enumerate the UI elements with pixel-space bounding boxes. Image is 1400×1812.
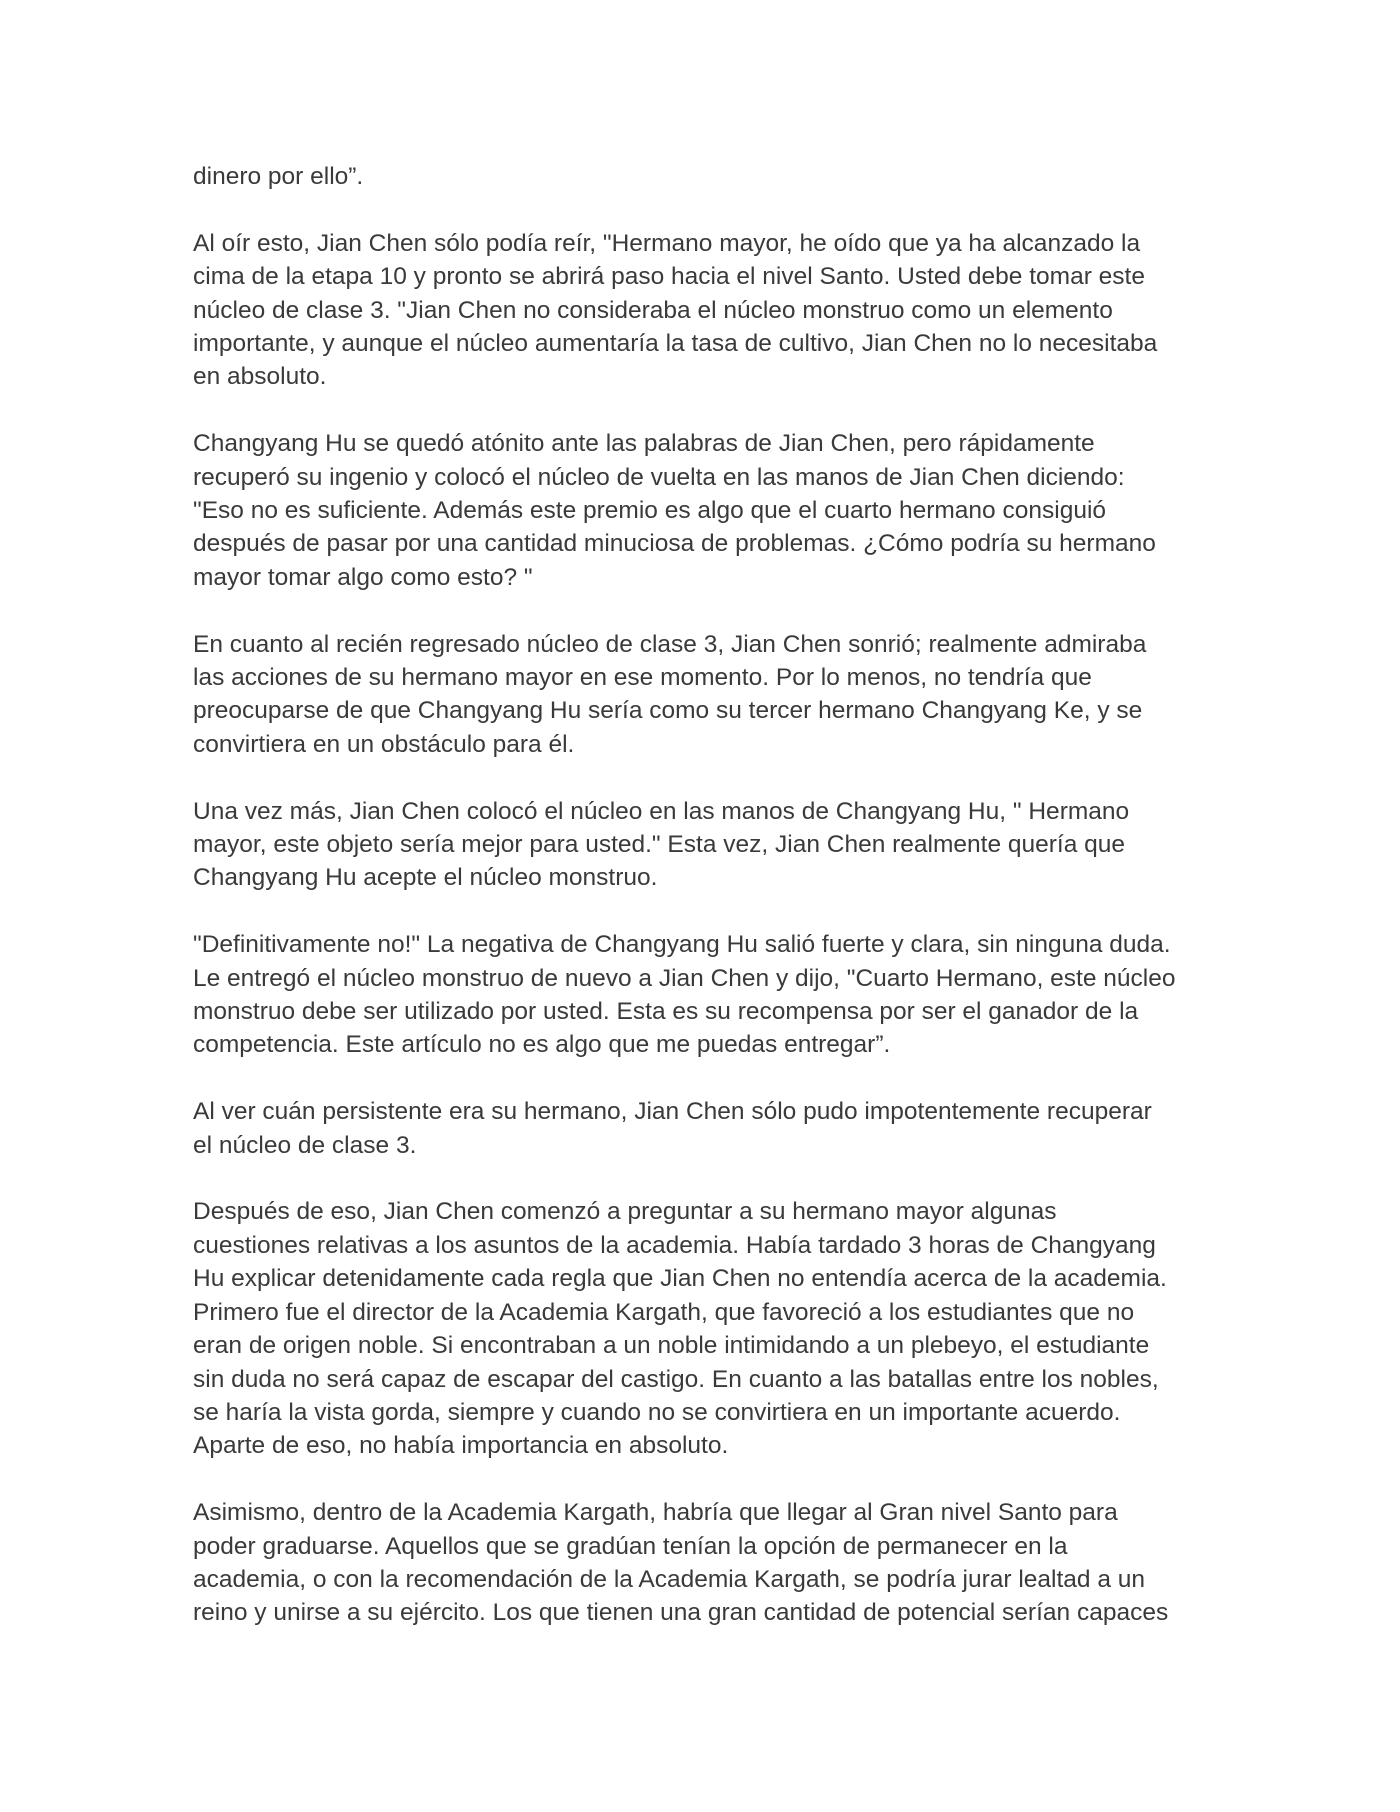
text-line: poder graduarse. Aquellos que se gradúan tenían la opción de permanecer en la [193, 1532, 1068, 1560]
text-line: Después de eso, Jian Chen comenzó a preguntar a su hermano mayor algunas [193, 1198, 1057, 1226]
text-line: Una vez más, Jian Chen colocó el núcleo en las manos de Changyang Hu, " Hermano [193, 797, 1130, 825]
paragraph-6 [193, 928, 1213, 1062]
text-line: competencia. Este artículo no es algo que me puedas entregar”. [193, 1031, 891, 1059]
text-line: Le entregó el núcleo monstruo de nuevo a Jian Chen y dijo, "Cuarto Hermano, este núcleo [193, 964, 1176, 992]
text-line: mayor, este objeto sería mejor para usted." Esta vez, Jian Chen realmente quería que [193, 831, 1126, 859]
text-line: cuestiones relativas a los asuntos de la academia. Había tardado 3 horas de Changyang [193, 1231, 1156, 1259]
paragraph-7 [193, 1095, 1213, 1162]
text-line: "Eso no es suficiente. Además este premio es algo que el cuarto hermano consiguió [193, 497, 1107, 525]
text-line: En cuanto al recién regresado núcleo de clase 3, Jian Chen sonrió; realmente admiraba [193, 630, 1147, 658]
text-line: "Definitivamente no!" La negativa de Changyang Hu salió fuerte y clara, sin ninguna duda. [193, 931, 1171, 959]
text-line: eran de origen noble. Si encontraban a un noble intimidando a un plebeyo, el estudiante [193, 1332, 1150, 1360]
text-line: Aparte de eso, no había importancia en absoluto. [193, 1432, 729, 1460]
text-line: recuperó su ingenio y colocó el núcleo de vuelta en las manos de Jian Chen diciendo: [193, 463, 1125, 491]
text-line: Changyang Hu se quedó atónito ante las palabras de Jian Chen, pero rápidamente [193, 430, 1095, 458]
text-line: importante, y aunque el núcleo aumentaría la tasa de cultivo, Jian Chen no lo necesitaba [193, 330, 1158, 358]
text-line: Changyang Hu acepte el núcleo monstruo. [193, 864, 658, 892]
text-line: dinero por ello”. [193, 163, 364, 190]
text-line: núcleo de clase 3. "Jian Chen no consideraba el núcleo monstruo como un elemento [193, 296, 1113, 324]
paragraph-1 [193, 160, 1213, 193]
text-line: reino y unirse a su ejército. Los que tienen una gran cantidad de potencial serían capaces [193, 1599, 1169, 1627]
text-line: en absoluto. [193, 363, 327, 391]
paragraph-8 [193, 1195, 1213, 1462]
text-line: cima de la etapa 10 y pronto se abrirá paso hacia el nivel Santo. Usted debe tomar este [193, 263, 1145, 291]
text-line: se haría la vista gorda, siempre y cuando no se convirtiera en un importante acuerdo. [193, 1398, 1121, 1426]
text-line: el núcleo de clase 3. [193, 1131, 417, 1159]
text-line: Hu explicar detenidamente cada regla que Jian Chen no entendía acerca de la academia. [193, 1265, 1167, 1293]
text-line: Al oír esto, Jian Chen sólo podía reír, "Hermano mayor, he oído que ya ha alcanzado la [193, 229, 1141, 257]
text-line: las acciones de su hermano mayor en ese momento. Por lo menos, no tendría que [193, 664, 1092, 692]
text-line: Primero fue el director de la Academia Kargath, que favoreció a los estudiantes que no [193, 1298, 1135, 1326]
text-line: convirtiera en un obstáculo para él. [193, 730, 575, 758]
paragraph-4 [193, 628, 1213, 762]
text-line: sin duda no será capaz de escapar del castigo. En cuanto a las batallas entre los nobles, [193, 1365, 1159, 1393]
text-line: Asimismo, dentro de la Academia Kargath, habría que llegar al Gran nivel Santo para [193, 1499, 1118, 1527]
text-line: después de pasar por una cantidad minuciosa de problemas. ¿Cómo podría su hermano [193, 530, 1156, 558]
text-line: preocuparse de que Changyang Hu sería como su tercer hermano Changyang Ke, y se [193, 697, 1143, 725]
text-line: Al ver cuán persistente era su hermano, Jian Chen sólo pudo impotentemente recuperar [193, 1098, 1152, 1126]
paragraph-3 [193, 427, 1213, 594]
text-line: mayor tomar algo como esto? " [193, 563, 533, 591]
paragraph-2 [193, 227, 1213, 394]
document-body [193, 160, 1213, 1663]
text-line: academia, o con la recomendación de la Academia Kargath, se podría jurar lealtad a un [193, 1565, 1146, 1593]
text-line: monstruo debe ser utilizado por usted. Esta es su recompensa por ser el ganador de la [193, 998, 1139, 1026]
paragraph-9 [193, 1496, 1213, 1630]
paragraph-5 [193, 795, 1213, 895]
